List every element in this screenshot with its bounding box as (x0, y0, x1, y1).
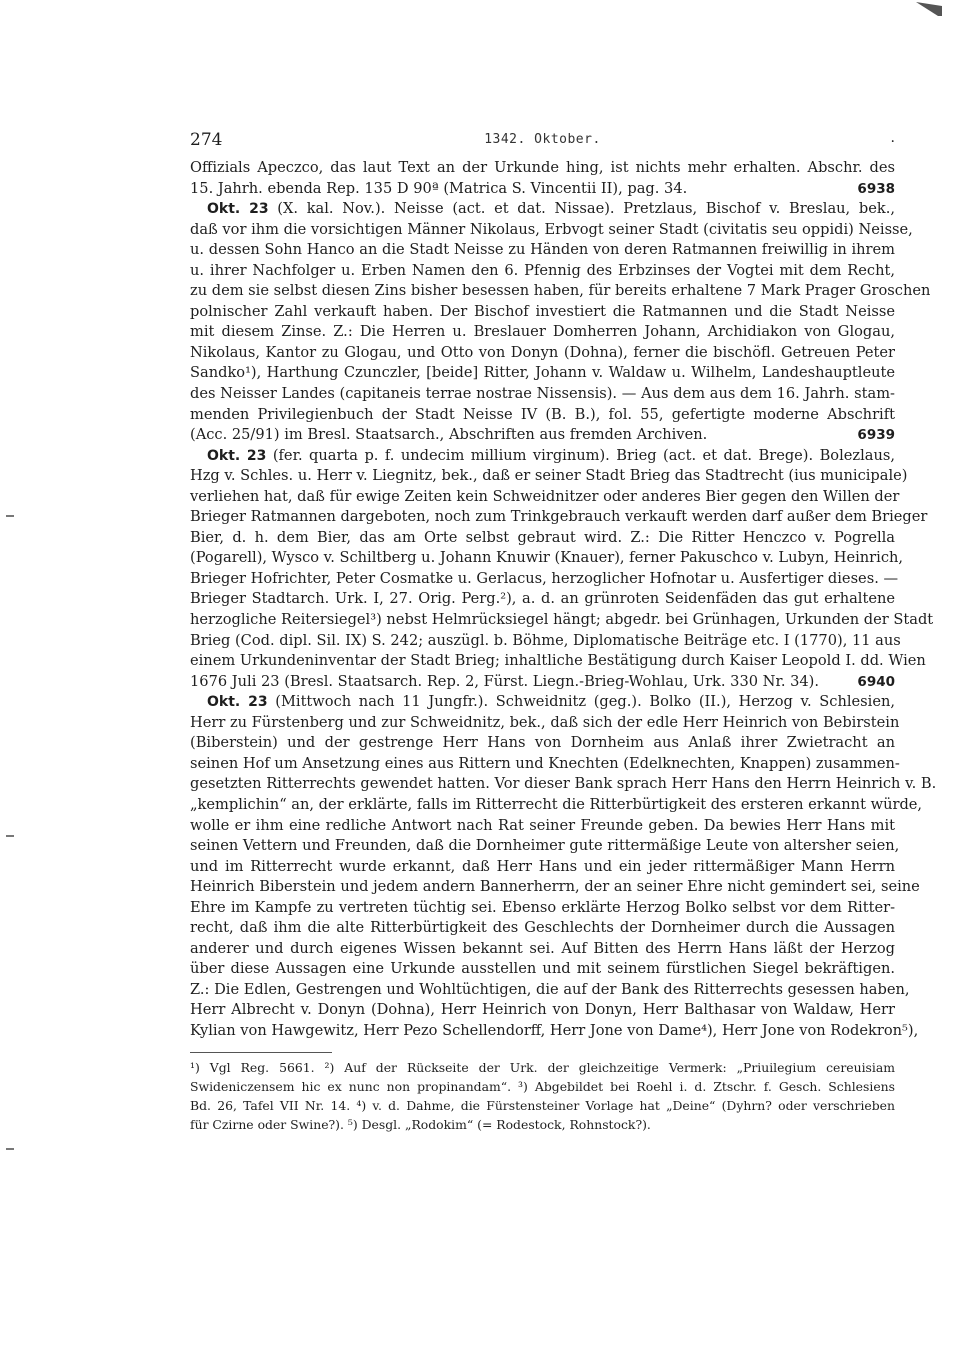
text-line (190, 836, 900, 857)
text-line (190, 384, 895, 405)
text-line (190, 548, 904, 569)
date-heading: Okt. 23 (207, 447, 267, 464)
line-text: verliehen hat, daß für ewige Zeiten kein Schweidnitzer oder anderes Bier gegen den Willen der (190, 487, 900, 505)
line-text: mit diesem Zinse. Z.: Die Herren u. Breslauer Domherren Johann, Archidiakon von Glogau, (190, 323, 895, 341)
line-text: 1676 Juli 23 (Bresl. Staatsarch. Rep. 2, Fürst. Liegn.-Brieg-Wohlau, Urk. 330 Nr. 34). (190, 672, 819, 690)
text-line (190, 425, 895, 446)
line-text: Okt. 23 (Mittwoch nach 11 Jungfr.). Schweidnitz (geg.). Bolko (II.), Herzog v. Schlesien, (207, 693, 895, 711)
text-line (190, 589, 895, 610)
text-line (190, 363, 895, 384)
text-line (190, 651, 926, 672)
text-line (190, 240, 895, 261)
line-text: Sandko¹), Harthung Czunczler, [beide] Ritter, Johann v. Waldaw u. Wilhelm, Landeshauptleute (190, 364, 895, 382)
text-line (190, 466, 908, 487)
text-line (190, 610, 934, 631)
line-text: Kylian von Hawgewitz, Herr Pezo Schellendorff, Herr Jone von Dame⁴), Herr Jone von Rodekron⁵), (190, 1021, 919, 1039)
line-text: Brieger Ratmannen dargeboten, noch zum Trinkgebrauch verkauft werden darf außer dem Brieger (190, 508, 928, 526)
text-line (190, 877, 920, 898)
line-text: daß vor ihm die vorsichtigen Männer Nikolaus, Erbvogt seiner Stadt (civitatis seu oppidi) Neisse, (190, 220, 913, 238)
text-line (190, 692, 895, 713)
line-text: des Neisser Landes (capitaneis terrae nostrae Nissensis). — Aus dem aus dem 16. Jahrh. stam- (190, 385, 895, 403)
line-text: Herr Albrecht v. Donyn (Dohna), Herr Heinrich von Donyn, Herr Balthasar von Waldaw, Herr (190, 1001, 895, 1019)
line-text: 15. Jahrh. ebenda Rep. 135 D 90ª (Matrica S. Vincentii II), pag. 34. (190, 179, 688, 197)
line-text: Herr zu Fürstenberg und zur Schweidnitz, bek., daß sich der edle Herr Heinrich von Bebirstein (190, 713, 900, 731)
footnote-line: für Czirne oder Swine?). ⁵) Desgl. „Rodokim“ (= Rodestock, Rohnstock?). (190, 1117, 651, 1132)
line-text: über diese Aussagen eine Urkunde ausstellen und mit seinem fürstlichen Siegel bekräftigen. (190, 960, 895, 978)
regest-number: 6939 (857, 427, 895, 444)
line-text: Okt. 23 (fer. quarta p. f. undecim millium virginum). Brieg (act. et dat. Brege). Bolezlaus, (207, 446, 895, 464)
text-line (190, 1021, 919, 1042)
line-text: u. ihrer Nachfolger u. Erben Namen den 6. Pfennig des Erbzinses der Vogtei mit dem Recht, (190, 261, 895, 279)
text-line (190, 322, 895, 343)
scan-margin-mark (6, 515, 14, 517)
text-line (190, 754, 900, 775)
footnote-line: ¹) Vgl Reg. 5661. ²) Auf der Rückseite der Urk. der gleichzeitige Vermerk: „Priuilegium cereuisiam (190, 1060, 895, 1075)
text-line (190, 733, 895, 754)
scan-margin-mark (6, 1148, 14, 1150)
footnotes (190, 1058, 895, 1134)
line-text: menden Privilegienbuch der Stadt Neisse IV (B. B.), fol. 55, gefertigte moderne Abschrift (190, 405, 895, 423)
line-text: u. dessen Sohn Hanco an die Stadt Neisse zu Händen von deren Ratmannen freiwillig in ihrem (190, 241, 895, 259)
line-text: recht, daß ihm die alte Ritterbürtigkeit des Geschlechts der Dornheimer durch die Aussagen (190, 919, 895, 937)
footnote-line: Swideniczensem hic ex nunc non propinandam“. ³) Abgebildet bei Roehl i. d. Ztschr. f. Gesch. Schlesiens (190, 1079, 895, 1094)
text-line (190, 220, 913, 241)
date-heading: Okt. 23 (207, 201, 269, 218)
text-line (190, 898, 895, 919)
line-text: gesetzten Ritterrechts gewendet hatten. Vor dieser Bank sprach Herr Hans den Herrn Heinrich v. B. (190, 775, 937, 793)
regest-number: 6938 (857, 180, 895, 197)
footnote-rule (190, 1052, 332, 1053)
line-text: Okt. 23 (X. kal. Nov.). Neisse (act. et dat. Nissae). Pretzlaus, Bischof v. Breslau, bek., (207, 200, 895, 218)
line-text: (Biberstein) und der gestrenge Herr Hans von Dornheim aus Anlaß ihrer Zwietracht an (190, 734, 895, 752)
scan-margin-mark (6, 835, 14, 837)
line-text: Brieger Hofrichter, Peter Cosmatke u. Gerlacus, herzoglicher Hofnotar u. Ausfertiger dieses. — (190, 569, 899, 587)
text-line (190, 343, 895, 364)
text-line (190, 959, 895, 980)
page-number: 274 (190, 130, 223, 150)
text-line (190, 918, 895, 939)
text-line (190, 405, 895, 426)
text-line (190, 1000, 895, 1021)
text-line (190, 158, 895, 179)
text-line (190, 672, 895, 693)
line-text: Brieg (Cod. dipl. Sil. IX) S. 242; auszügl. b. Böhme, Diplomatische Beiträge etc. I (1770), 11 aus (190, 631, 901, 649)
text-line (190, 302, 895, 323)
line-text: Heinrich Biberstein und jedem andern Bannerherrn, der an seiner Ehre nicht gemindert sei, seine (190, 878, 920, 896)
line-text: und im Ritterrecht wurde erkannt, daß Herr Hans und ein jeder rittermäßiger Mann Herrn (190, 857, 895, 875)
text-line (190, 631, 901, 652)
line-text: anderer und durch eigenes Wissen bekannt sei. Auf Bitten des Herrn Hans läßt der Herzog (190, 939, 895, 957)
text-line (190, 713, 900, 734)
text-line (190, 507, 928, 528)
regest-number: 6940 (857, 673, 895, 690)
text-line (190, 980, 910, 1001)
text-line (190, 816, 895, 837)
line-text: Brieger Stadtarch. Urk. I, 27. Orig. Perg.²), a. d. an grünroten Seidenfäden das gut erhaltene (190, 590, 895, 608)
text-line (190, 939, 895, 960)
text-line (190, 261, 895, 282)
page-header (190, 130, 895, 154)
line-text: Ehre im Kampfe zu vertreten tüchtig sei. Ebenso erklärte Herzog Bolko selbst vor dem Ritter- (190, 898, 895, 916)
text-line (190, 569, 899, 590)
scan-edge-mark (916, 0, 942, 16)
text-line (190, 179, 895, 200)
text-line (190, 446, 895, 467)
line-text: Z.: Die Edlen, Gestrengen und Wohltüchtigen, die auf der Bank des Ritterrechts gesessen haben, (190, 980, 910, 998)
line-text: Offizials Apeczco, das laut Text an der Urkunde hing, ist nichts mehr erhalten. Abschr. des (190, 159, 895, 176)
text-line (190, 487, 900, 508)
running-head: 1342. Oktober. (484, 132, 601, 147)
line-text: (Pogarell), Wysco v. Schiltberg u. Johann Knuwir (Knauer), ferner Pakuschco v. Lubyn, Heinrich, (190, 549, 904, 567)
header-dot: . (890, 130, 895, 146)
text-line (190, 199, 895, 220)
text-line (190, 281, 931, 302)
line-text: Nikolaus, Kantor zu Glogau, und Otto von Donyn (Dohna), ferner die bischöfl. Getreuen Peter (190, 343, 895, 361)
footnote-line: Bd. 26, Tafel VII Nr. 14. ⁴) v. d. Dahme, die Fürstensteiner Vorlage hat „Deine“ (Dyhrn? oder verschrieben (190, 1098, 895, 1113)
date-heading: Okt. 23 (207, 694, 268, 711)
line-text: (Acc. 25/91) im Bresl. Staatsarch., Abschriften aus fremden Archiven. (190, 426, 708, 444)
line-text: „kemplichin“ an, der erklärte, falls im Ritterrecht die Ritterbürtigkeit des ersteren erkannt würde, (190, 795, 923, 813)
line-text: wolle er ihm eine redliche Antwort nach Rat seiner Freunde geben. Da bewies Herr Hans mit (190, 816, 895, 834)
text-line (190, 795, 923, 816)
line-text: seinen Vettern und Freunden, daß die Dornheimer gute rittermäßige Leute von altersher seien, (190, 837, 900, 855)
body-text (190, 158, 937, 1042)
line-text: polnischer Zahl verkauft haben. Der Bischof investiert die Ratmannen und die Stadt Neisse (190, 302, 895, 320)
line-text: Bier, d. h. dem Bier, das am Orte selbst gebraut wird. Z.: Die Ritter Henczco v. Pogrella (190, 528, 895, 546)
line-text: herzogliche Reitersiegel³) nebst Helmrücksiegel hängt; abgedr. bei Grünhagen, Urkunden der Stadt (190, 611, 934, 629)
text-line (190, 774, 937, 795)
text-line (190, 528, 895, 549)
line-text: seinen Hof um Ansetzung eines aus Rittern und Knechten (Edelknechten, Knappen) zusammen- (190, 754, 900, 772)
line-text: Hzg v. Schles. u. Herr v. Liegnitz, bek., daß er seiner Stadt Brieg das Stadtrecht (ius municipale) (190, 467, 908, 485)
line-text: einem Urkundeninventar der Stadt Brieg; inhaltliche Bestätigung durch Kaiser Leopold I. dd. Wien (190, 652, 926, 670)
line-text: zu dem sie selbst diesen Zins bisher besessen haben, für bereits erhaltene 7 Mark Prager Groschen (190, 282, 931, 300)
text-line (190, 857, 895, 878)
